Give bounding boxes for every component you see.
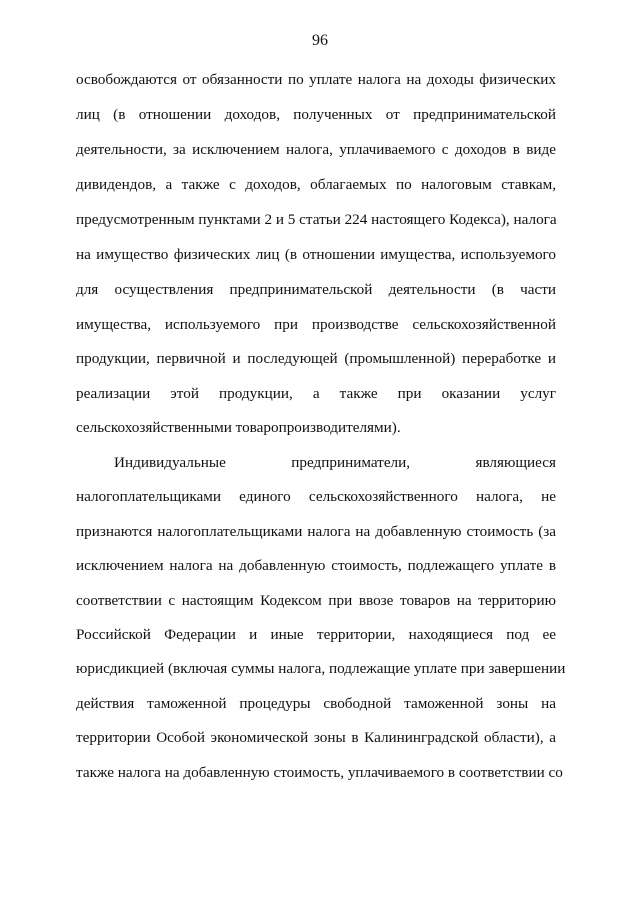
text-line: деятельности, за исключением налога, уплачиваемого с доходов в виде	[76, 141, 556, 158]
text-line: освобождаются от обязанности по уплате налога на доходы физических	[76, 71, 556, 88]
text-line: исключением налога на добавленную стоимость, подлежащего уплате в	[76, 557, 556, 574]
text-line: налогоплательщиками единого сельскохозяйственного налога, не	[76, 488, 556, 505]
text-line: Индивидуальные предприниматели, являющиеся	[114, 454, 556, 471]
text-line: сельскохозяйственными товаропроизводителями).	[76, 419, 401, 436]
text-line: реализации этой продукции, а также при оказании услуг	[76, 385, 556, 402]
text-line: имущества, используемого при производстве сельскохозяйственной	[76, 316, 556, 333]
text-line: для осуществления предпринимательской деятельности (в части	[76, 281, 556, 298]
text-line: признаются налогоплательщиками налога на добавленную стоимость (за	[76, 523, 556, 540]
text-line: Российской Федерации и иные территории, находящиеся под ее	[76, 626, 556, 643]
text-line: лиц (в отношении доходов, полученных от предпринимательской	[76, 106, 556, 123]
text-line: юрисдикцией (включая суммы налога, подлежащие уплате при завершении	[76, 660, 566, 677]
text-line: также налога на добавленную стоимость, уплачиваемого в соответствии со	[76, 764, 563, 781]
text-line: территории Особой экономической зоны в Калининградской области), а	[76, 729, 556, 746]
text-line: дивидендов, а также с доходов, облагаемых по налоговым ставкам,	[76, 176, 556, 193]
text-line: продукции, первичной и последующей (промышленной) переработке и	[76, 350, 556, 367]
page-number: 96	[312, 32, 328, 49]
text-line: на имущество физических лиц (в отношении имущества, используемого	[76, 246, 556, 263]
text-line: предусмотренным пунктами 2 и 5 статьи 224 настоящего Кодекса), налога	[76, 211, 557, 228]
text-line: соответствии с настоящим Кодексом при ввозе товаров на территорию	[76, 592, 556, 609]
text-line: действия таможенной процедуры свободной таможенной зоны на	[76, 695, 556, 712]
